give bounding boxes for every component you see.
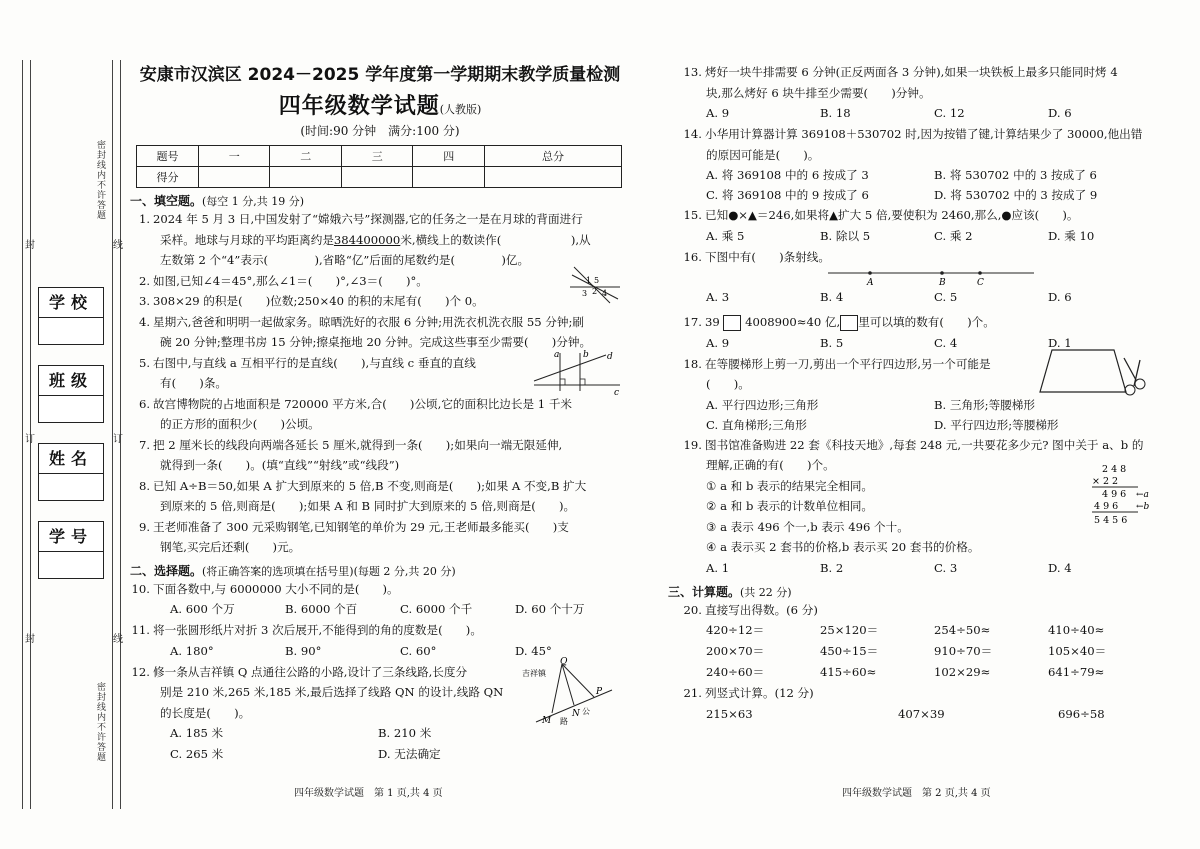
question-text: 已知●×▲＝246,如果将▲扩大 5 倍,要使积为 2460,那么,●应该( )。 (705, 208, 1079, 222)
fill-in-box[interactable] (840, 315, 858, 331)
line-label-d: d (607, 351, 613, 362)
section-title (130, 562, 630, 579)
mental-math-grid (682, 620, 1162, 683)
calc-item: 25×120＝ (820, 623, 879, 637)
page-footer: 四年级数学试题 第 1 页,共 4 页 (294, 788, 443, 799)
point-c-label: C (977, 278, 984, 287)
calc-item: 641÷79≈ (1048, 665, 1105, 679)
calc-item: 420÷12＝ (706, 623, 765, 637)
binding-line (22, 60, 23, 809)
name-field[interactable] (38, 443, 104, 501)
score-input-cell[interactable] (413, 167, 484, 188)
calc-line: × 2 2 (1092, 475, 1119, 487)
option-a[interactable]: A. 185 米 (170, 726, 224, 740)
option-c[interactable]: C. 直角梯形;三角形 (706, 417, 807, 432)
option-b[interactable]: B. 将 530702 中的 3 按成了 6 (934, 168, 1097, 182)
options-row (682, 558, 1162, 579)
exam-time-info: (时间:90 分钟 满分:100 分) (300, 124, 460, 138)
question-10 (130, 579, 630, 600)
road-route-figure (522, 656, 614, 726)
option-d[interactable]: D. 6 (1048, 106, 1072, 120)
question-1 (130, 209, 630, 271)
option-a[interactable]: A. 9 (706, 335, 730, 350)
option-b[interactable]: B. 90° (285, 643, 322, 658)
question-19 (682, 435, 1162, 558)
score-cell: 一 (199, 146, 270, 167)
section-name: 一、填空题。 (130, 194, 203, 208)
right-angle-mark (580, 379, 585, 385)
question-text: 小华用计算器计算 369108＋530702 时,因为按错了键,计算结果少了 30000,他出错 (705, 127, 1143, 141)
option-b[interactable]: B. 除以 5 (820, 228, 871, 243)
question-text: 别是 210 米,265 米,185 米,最后选择了线路 QN 的设计,线路 QN (160, 685, 504, 699)
question-number: 21. (683, 686, 702, 700)
question-text: 左数第 2 个“4”表示( ),省略“亿”后面的尾数约是( )亿。 (160, 253, 530, 267)
angle-label: 2 (592, 286, 598, 296)
options-row (682, 287, 1162, 308)
point-marker (978, 271, 982, 275)
question-number: 7. (138, 437, 150, 452)
question-number: 20. (683, 602, 702, 617)
option-c[interactable]: C. 12 (934, 106, 965, 120)
calc-line: 4 9 6 (1102, 488, 1127, 500)
option-b[interactable]: B. 5 (820, 335, 844, 350)
trapezoid-scissors-figure (1038, 346, 1154, 400)
option-d[interactable]: D. 4 (1048, 560, 1072, 575)
question-number: 11. (131, 623, 150, 637)
question-2 (130, 271, 630, 298)
question-text: 将一张圆形纸片对折 3 次后展开,不能得到的角的度数是( )。 (153, 623, 482, 637)
binding-mark-xian: 线 (113, 240, 123, 251)
question-number: 17. (683, 315, 702, 329)
road-label: 公 (582, 706, 590, 716)
no-answer-notice: 密封线内不许答题 (95, 140, 105, 220)
options-row (130, 599, 630, 620)
school-blank[interactable] (39, 318, 103, 344)
binding-mark-feng: 封 (25, 634, 35, 645)
binding-mark-ding: 订 (25, 434, 35, 445)
question-9 (130, 517, 630, 558)
question-text: 烤好一块牛排需要 6 分钟(正反两面各 3 分钟),如果一块铁板上最多只能同时烤 4 (705, 65, 1118, 79)
option-b[interactable]: B. 2 (820, 560, 844, 575)
option-a[interactable]: A. 将 369108 中的 6 按成了 3 (706, 168, 869, 182)
school-label: 学校 (39, 288, 103, 318)
exam-subtitle-row (130, 89, 630, 120)
section-note: (共 22 分) (740, 585, 792, 599)
score-value-row (137, 167, 622, 188)
section-title (130, 192, 630, 209)
question-20 (682, 600, 1162, 621)
student-id-field[interactable] (38, 521, 104, 579)
option-b[interactable]: B. 18 (820, 106, 851, 120)
score-cell: 三 (341, 146, 412, 167)
page-two (668, 62, 1162, 725)
question-text: 图书馆准备购进 22 套《科技天地》,每套 248 元,一共要花多少元? 图中关于 a、b 的 (705, 437, 1144, 452)
option-c[interactable]: C. 4 (934, 335, 958, 350)
question-text: 理解,正确的有( )个。 (706, 458, 835, 472)
score-cell: 四 (413, 146, 484, 167)
question-14 (682, 124, 1162, 165)
student-id-blank[interactable] (39, 552, 103, 578)
statement-item: ① a 和 b 表示的结果完全相同。 (706, 478, 874, 493)
score-input-cell[interactable] (484, 167, 621, 188)
options-row (682, 226, 1162, 247)
fill-in-box[interactable] (723, 315, 741, 331)
question-text: 列竖式计算。(12 分) (705, 686, 814, 700)
question-8 (130, 476, 630, 517)
question-number: 16. (683, 249, 702, 264)
option-a[interactable]: A. 600 个万 (170, 602, 235, 616)
calc-item: 910÷70＝ (934, 644, 993, 658)
score-cell: 得分 (137, 167, 199, 188)
question-15 (682, 205, 1162, 226)
calc-item: 696÷58 (1058, 706, 1105, 721)
option-a[interactable]: A. 180° (170, 643, 214, 658)
calc-item: 415÷60≈ (820, 665, 877, 679)
score-input-cell[interactable] (270, 167, 341, 188)
question-number: 18. (683, 356, 702, 371)
question-text: 的长度是( )。 (160, 705, 251, 720)
question-text: ( )。 (706, 377, 750, 391)
option-c[interactable]: C. 5 (934, 290, 958, 304)
route-qm (552, 664, 562, 713)
question-text: 4008900≈40 亿, (745, 315, 841, 329)
score-header-row (137, 146, 622, 167)
question-number: 5. (138, 355, 150, 370)
calc-item: 240÷60＝ (706, 665, 765, 679)
point-a-label: A (867, 278, 874, 287)
option-a[interactable]: A. 9 (706, 106, 730, 120)
score-table (136, 145, 622, 188)
option-d[interactable]: D. 无法确定 (378, 747, 441, 761)
binding-strip (0, 0, 128, 849)
angle-label: 5 (594, 275, 600, 285)
question-number: 12. (131, 664, 150, 679)
binding-mark-feng: 封 (25, 240, 35, 251)
section-name: 三、计算题。 (668, 584, 741, 599)
option-c[interactable]: C. 60° (400, 643, 437, 658)
option-c[interactable]: C. 3 (934, 560, 958, 575)
binding-mark-ding: 订 (113, 434, 123, 445)
point-n: N (572, 708, 580, 719)
question-number: 14. (683, 127, 702, 141)
calc-item: 200×70＝ (706, 644, 765, 658)
options-grid (682, 165, 1162, 205)
school-field[interactable] (38, 287, 104, 345)
option-c[interactable]: C. 265 米 (170, 747, 224, 761)
calc-item: 105×40＝ (1048, 644, 1107, 658)
angle-label: 3 (582, 288, 588, 298)
question-number: 3. (138, 294, 150, 308)
options-row (682, 103, 1162, 124)
question-text: 里可以填的数有( )个。 (858, 315, 995, 329)
question-text: 39 (705, 315, 720, 329)
score-cell: 总分 (484, 146, 621, 167)
town-label: 吉祥镇 (522, 668, 546, 678)
option-a[interactable]: A. 乘 5 (706, 228, 745, 243)
section-note: (每空 1 分,共 19 分) (202, 195, 305, 208)
options-grid (682, 395, 1162, 435)
question-21 (682, 683, 1162, 704)
option-b[interactable]: B. 210 米 (378, 726, 432, 740)
question-text: 308×29 的积是( )位数;250×40 的积的末尾有( )个 0。 (153, 294, 484, 308)
point-p: P (596, 686, 603, 697)
question-text: 碗 20 分钟;整理书房 15 分钟;擦桌拖地 20 分钟。完成这些事至少需要( )分钟。 (160, 335, 592, 349)
question-number: 19. (683, 437, 702, 452)
question-3 (130, 288, 630, 312)
statement-item: ④ a 表示买 2 套书的价格,b 表示买 20 套书的价格。 (706, 540, 980, 554)
option-b[interactable]: B. 4 (820, 290, 844, 304)
section-note: (将正确答案的选项填在括号里)(每题 2 分,共 20 分) (202, 564, 456, 578)
option-c[interactable]: C. 将 369108 中的 9 按成了 6 (706, 188, 869, 202)
option-a[interactable]: A. 1 (706, 560, 730, 575)
angle-figure (562, 263, 622, 305)
options-grid (130, 723, 630, 765)
underlined-number: 384400000 (333, 232, 401, 247)
question-number: 13. (683, 65, 702, 79)
question-number: 1. (138, 212, 150, 226)
option-c[interactable]: C. 6000 个千 (400, 602, 473, 616)
no-answer-notice: 密封线内不许答题 (95, 682, 105, 762)
question-6 (130, 394, 630, 435)
question-text: 采样。地球与月球的平均距离约是 (160, 232, 334, 247)
score-cell: 二 (270, 146, 341, 167)
question-text: 故宫博物院的占地面积是 720000 平方米,合( )公顷,它的面积比边长是 1 千米 (153, 396, 573, 411)
question-text: 块,那么烤好 6 块牛排至少需要( )分钟。 (706, 85, 931, 100)
binding-mark-xian: 线 (113, 634, 123, 645)
section-title (668, 583, 1162, 600)
question-number: 6. (138, 396, 150, 411)
road-label: 路 (560, 716, 568, 726)
class-field[interactable] (38, 365, 104, 423)
question-number: 10. (131, 581, 150, 596)
page-one (130, 60, 630, 765)
question-7 (130, 435, 630, 476)
question-text: 就得到一条( )。(填“直线”“射线”或“线段”) (160, 458, 400, 472)
point-q: Q (560, 656, 568, 667)
question-text: 把 2 厘米长的线段向两端各延长 5 厘米,就得到一条( );如果向一端无限延伸, (153, 437, 563, 452)
question-number: 2. (138, 273, 150, 288)
question-text: 下面各数中,与 6000000 大小不同的是( )。 (153, 581, 399, 596)
question-text: 的正方形的面积少( )公顷。 (160, 417, 320, 431)
line-label-b: b (583, 349, 589, 360)
statement-item: ③ a 表示 496 个一,b 表示 496 个十。 (706, 519, 909, 534)
question-text: 已知 A÷B＝50,如果 A 扩大到原来的 5 倍,B 不变,则商是( );如果 A 不变,B 扩大 (153, 478, 587, 493)
question-5 (130, 349, 630, 397)
statement-item: ② a 和 b 表示的计数单位相同。 (706, 499, 874, 513)
option-d[interactable]: D. 乘 10 (1048, 228, 1095, 243)
option-d[interactable]: D. 1 (1048, 335, 1072, 350)
angle-label: 1 (586, 275, 592, 285)
question-text: 有( )条。 (160, 376, 228, 390)
option-a[interactable]: A. 3 (706, 290, 730, 304)
column-calc-row (682, 704, 1162, 725)
name-blank[interactable] (39, 474, 103, 500)
score-cell: 题号 (137, 146, 199, 167)
question-number: 15. (683, 208, 702, 222)
calc-line: 5 4 5 6 (1094, 514, 1128, 526)
option-d[interactable]: D. 45° (515, 643, 552, 658)
exam-edition: (人教版) (439, 103, 482, 116)
option-b[interactable]: B. 三角形;等腰梯形 (934, 397, 1035, 412)
calc-item: 450÷15＝ (820, 644, 879, 658)
vertical-multiplication-figure (1086, 463, 1162, 529)
exam-subtitle: 四年级数学试题 (278, 94, 440, 119)
question-text: 米,横线上的数读作( ),从 (400, 232, 591, 247)
parallel-lines-figure (530, 347, 622, 397)
question-13 (682, 62, 1162, 103)
section-name: 二、选择题。 (130, 563, 203, 578)
score-input-cell[interactable] (341, 167, 412, 188)
name-label: 姓名 (39, 444, 103, 474)
calc-line: 4 9 6 (1094, 500, 1119, 512)
point-marker (940, 271, 944, 275)
calc-item: 102×29≈ (934, 665, 991, 679)
question-11 (130, 620, 630, 641)
line-d (534, 355, 606, 381)
question-text: 如图,已知∠4＝45°,那么∠1＝( )°,∠3＝( )°。 (153, 273, 428, 288)
scissors-icon (1124, 358, 1145, 395)
option-b[interactable]: B. 6000 个百 (285, 602, 358, 616)
trapezoid-shape (1040, 350, 1126, 392)
right-angle-mark (560, 379, 565, 385)
question-text: 修一条从吉祥镇 Q 点通往公路的小路,设计了三条线路,长度分 (153, 664, 468, 679)
question-text: 2024 年 5 月 3 日,中国发射了“嫦娥六号”探测器,它的任务之一是在月球的背面进行 (153, 212, 583, 226)
student-id-label: 学号 (39, 522, 103, 552)
question-text: 的原因可能是( )。 (706, 147, 820, 162)
calc-item: 410÷40≈ (1048, 623, 1105, 637)
class-label: 班级 (39, 366, 103, 396)
class-blank[interactable] (39, 396, 103, 422)
question-17 (682, 312, 1162, 333)
option-d[interactable]: D. 平行四边形;等腰梯形 (934, 417, 1059, 432)
question-text: 到原来的 5 倍,则商是( );如果 A 和 B 同时扩大到原来的 5 倍,则商是( )。 (160, 499, 576, 513)
question-number: 9. (138, 519, 150, 534)
point-b-label: B (939, 278, 946, 287)
question-text: 星期六,爸爸和明明一起做家务。晾晒洗好的衣服 6 分钟;用洗衣机洗衣服 55 分钟;刷 (153, 314, 584, 329)
question-12 (130, 656, 630, 726)
calc-pointer-a: ←a (1136, 489, 1149, 500)
point-marker (868, 271, 872, 275)
option-d[interactable]: D. 6 (1048, 290, 1072, 304)
question-text: 钢笔,买完后还剩( )元。 (160, 540, 301, 554)
point-m: M (542, 715, 552, 726)
question-text: 直接写出得数。(6 分) (705, 602, 818, 617)
question-number: 8. (138, 478, 150, 493)
angle-label: 4 (602, 288, 608, 298)
calc-item: 407×39 (898, 706, 945, 721)
calc-line: 2 4 8 (1102, 463, 1127, 475)
question-text: 王老师准备了 300 元采购钢笔,已知钢笔的单价为 29 元,王老师最多能买( )支 (153, 519, 569, 534)
page-footer: 四年级数学试题 第 2 页,共 4 页 (842, 788, 991, 799)
option-a[interactable]: A. 平行四边形;三角形 (706, 397, 819, 412)
line-label-c: c (614, 387, 620, 397)
question-text: 右图中,与直线 a 互相平行的是直线( ),与直线 c 垂直的直线 (153, 355, 476, 370)
ray-figure (822, 267, 1042, 287)
question-text: 在等腰梯形上剪一刀,剪出一个平行四边形,另一个可能是 (705, 356, 991, 371)
question-number: 4. (138, 314, 150, 329)
question-text: 下图中有( )条射线。 (705, 249, 830, 264)
score-input-cell[interactable] (199, 167, 270, 188)
question-18 (682, 354, 1162, 395)
exam-title: 安康市汉滨区 2024－2025 学年度第一学期期末教学质量检测 (139, 65, 621, 85)
option-c[interactable]: C. 乘 2 (934, 228, 973, 243)
calc-pointer-b: ←b (1136, 501, 1150, 512)
option-d[interactable]: D. 60 个十万 (515, 602, 585, 616)
question-16 (682, 247, 1162, 268)
option-d[interactable]: D. 将 530702 中的 3 按成了 9 (934, 188, 1098, 202)
line-label-a: a (554, 349, 560, 360)
calc-item: 215×63 (706, 706, 753, 721)
calc-item: 254÷50≈ (934, 623, 991, 637)
